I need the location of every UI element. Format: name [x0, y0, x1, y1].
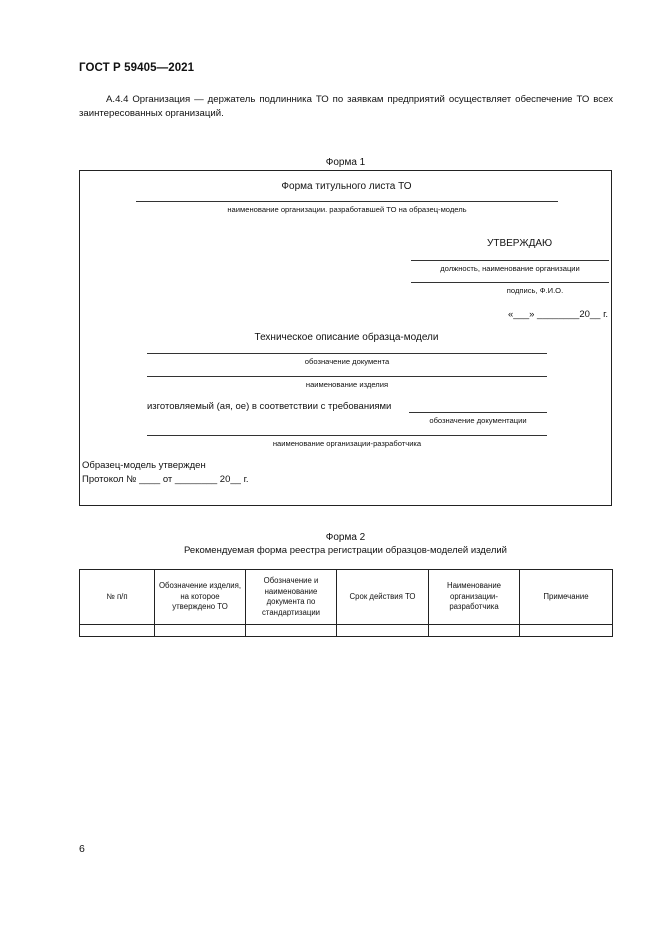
approve-heading: УТВЕРЖДАЮ — [487, 238, 553, 249]
approval-date: «___» ________20__ г. — [508, 309, 609, 320]
document-code: ГОСТ Р 59405—2021 — [79, 62, 195, 74]
form2-title: Рекомендуемая форма реестра регистрации образцов-моделей изделий — [184, 545, 507, 556]
signature-caption: подпись, Ф.И.О. — [506, 286, 564, 295]
org-caption: наименование организации. разработавшей ТО на образец-модель — [227, 205, 467, 214]
table-header-row — [80, 570, 613, 625]
documentation-caption: обозначение документации — [429, 416, 527, 425]
signature-line — [411, 282, 609, 283]
table-cell — [80, 625, 155, 637]
table-cell — [520, 625, 613, 637]
table-cell — [429, 625, 520, 637]
doc-designation-caption: обозначение документа — [304, 357, 390, 366]
table-row — [80, 625, 613, 637]
page-number: 6 — [79, 843, 85, 855]
paragraph-a44: А.4.4 Организация — держатель подлинника ТО по заявкам предприятий осуществляет обеспечение ТО всех заинтересованных организаций. — [79, 94, 613, 119]
sample-approved-text: Образец-модель утвержден — [82, 460, 206, 471]
column-header: Наименование организации-разработчика — [429, 570, 520, 625]
org-line — [136, 201, 558, 202]
dev-org-line — [147, 435, 547, 436]
table-cell — [246, 625, 337, 637]
product-name-line — [147, 376, 547, 377]
column-header: № п/п — [80, 570, 155, 625]
column-header: Примечание — [520, 570, 613, 625]
table-cell — [337, 625, 429, 637]
dev-org-caption: наименование организации-разработчика — [272, 439, 422, 448]
column-header: Обозначение и наименование документа по стандартизации — [246, 570, 337, 625]
requirements-line — [409, 412, 547, 413]
position-caption: должность, наименование организации — [440, 264, 580, 273]
column-header: Обозначение изделия, на которое утверждено ТО — [155, 570, 246, 625]
position-line — [411, 260, 609, 261]
description-title: Техническое описание образца-модели — [254, 332, 439, 343]
form1-frame — [79, 170, 612, 506]
registry-table — [79, 569, 613, 637]
column-header: Срок действия ТО — [337, 570, 429, 625]
form1-label: Форма 1 — [325, 157, 366, 168]
form2-label: Форма 2 — [325, 532, 366, 543]
product-name-caption: наименование изделия — [305, 380, 389, 389]
manufactured-text: изготовляемый (ая, ое) в соответствии с требованиями — [147, 401, 392, 412]
doc-designation-line — [147, 353, 547, 354]
table-cell — [155, 625, 246, 637]
protocol-line: Протокол № ____ от ________ 20__ г. — [82, 474, 249, 485]
form1-title: Форма титульного листа ТО — [281, 181, 412, 192]
